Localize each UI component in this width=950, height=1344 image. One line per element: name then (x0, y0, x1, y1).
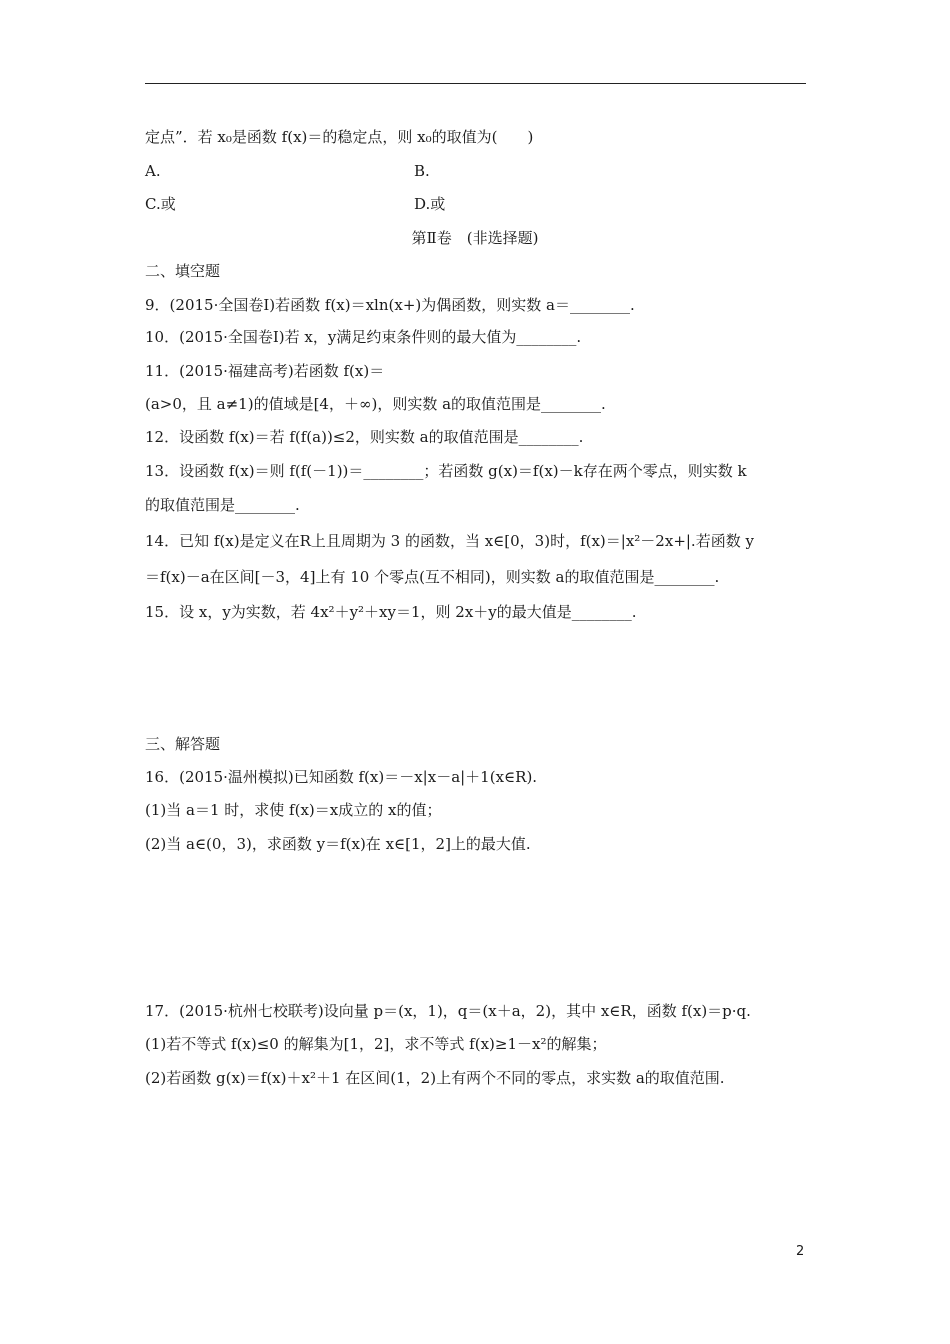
section-answer-heading: 三、解答题 (145, 735, 221, 753)
question-13-line1: 13．设函数 f(x)＝则 f(f(－1))＝________；若函数 g(x)＝f(x)－k存在两个零点，则实数 k (145, 462, 747, 480)
question-14-line1: 14．已知 f(x)是定义在R上且周期为 3 的函数，当 x∈[0，3)时，f(x)＝|x²－2x+|.若函数 y (145, 532, 754, 550)
question-17-part-1: (1)若不等式 f(x)≤0 的解集为[1，2]，求不等式 f(x)≥1－x²的解集； (145, 1035, 607, 1053)
option-d: D.或 (414, 195, 446, 213)
part-ii-heading: 第Ⅱ卷 (非选择题) (411, 229, 539, 247)
question-8-continuation: 定点”．若 x₀是函数 f(x)＝的稳定点，则 x₀的取值为( ) (145, 128, 534, 146)
question-16-part-2: (2)当 a∈(0，3)，求函数 y＝f(x)在 x∈[1，2]上的最大值. (145, 835, 531, 853)
option-c: C.或 (145, 195, 176, 213)
question-14-line2: ＝f(x)－a在区间[－3，4]上有 10 个零点(互不相同)，则实数 a的取值范围是________. (145, 568, 720, 586)
header-rule (145, 83, 806, 84)
question-13-line2: 的取值范围是________. (145, 496, 300, 514)
section-fill-in-heading: 二、填空题 (145, 262, 221, 280)
question-9: 9．(2015·全国卷Ⅰ)若函数 f(x)＝xln(x+)为偶函数，则实数 a＝________. (145, 296, 635, 314)
question-15: 15．设 x，y为实数，若 4x²＋y²＋xy＝1，则 2x＋y的最大值是________. (145, 603, 637, 621)
question-17-part-2: (2)若函数 g(x)＝f(x)＋x²＋1 在区间(1，2)上有两个不同的零点，求实数 a的取值范围. (145, 1069, 725, 1087)
question-16-part-1: (1)当 a＝1 时，求使 f(x)＝x成立的 x的值； (145, 801, 442, 819)
question-16: 16．(2015·温州模拟)已知函数 f(x)＝－x|x－a|＋1(x∈R). (145, 768, 538, 786)
option-a: A. (145, 162, 161, 180)
question-12: 12．设函数 f(x)＝若 f(f(a))≤2，则实数 a的取值范围是________. (145, 428, 584, 446)
question-11-line2: (a>0，且 a≠1)的值域是[4，＋∞)，则实数 a的取值范围是________. (145, 395, 606, 413)
question-11-line1: 11．(2015·福建高考)若函数 f(x)＝ (145, 362, 385, 380)
question-10: 10．(2015·全国卷Ⅰ)若 x，y满足约束条件则的最大值为________. (145, 328, 582, 346)
page-number: 2 (796, 1244, 805, 1259)
option-b: B. (414, 162, 430, 180)
question-17: 17．(2015·杭州七校联考)设向量 p＝(x，1)，q＝(x＋a，2)，其中 x∈R，函数 f(x)＝p·q. (145, 1002, 751, 1020)
